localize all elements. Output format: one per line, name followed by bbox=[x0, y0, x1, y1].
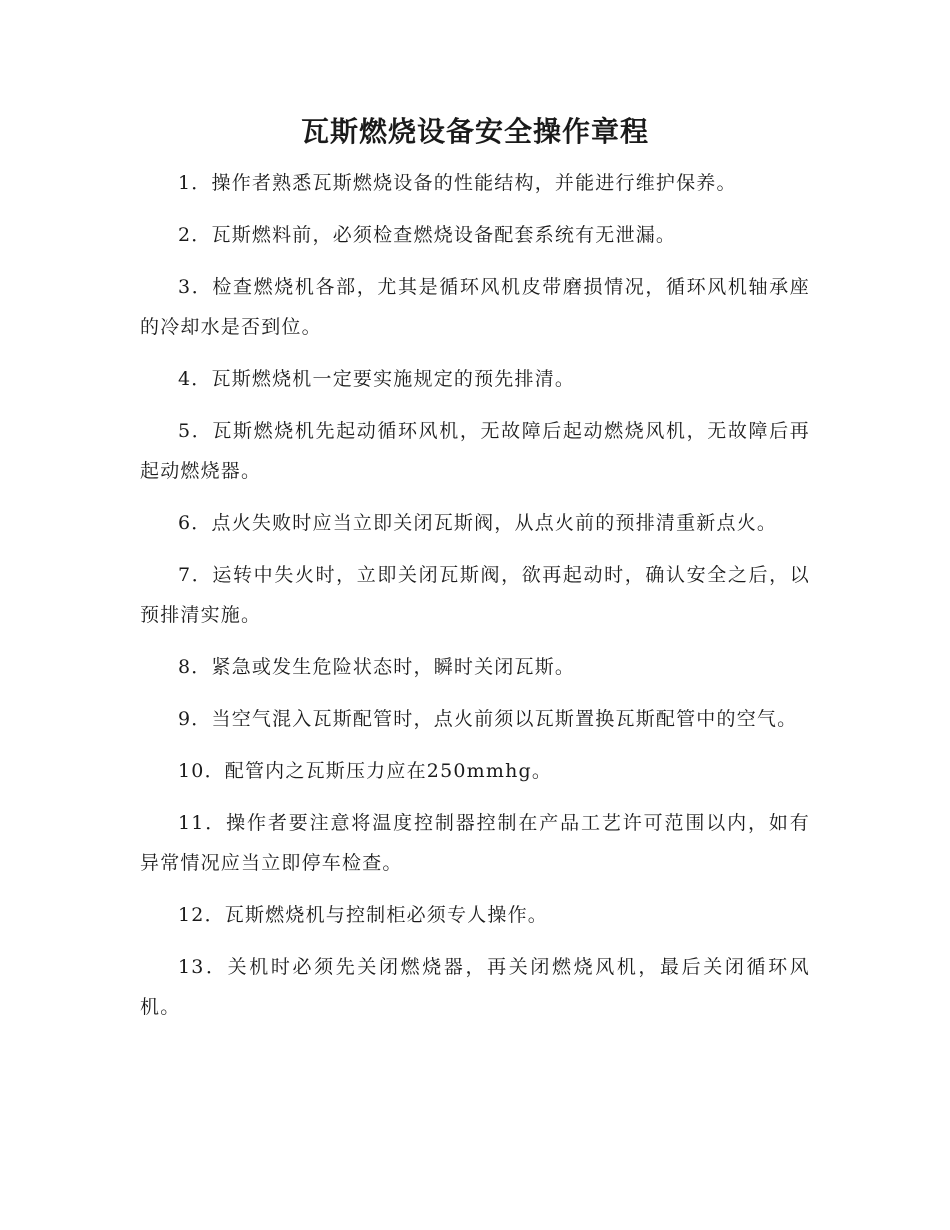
paragraph: 11．操作者要注意将温度控制器控制在产品工艺许可范围以内，如有异常情况应当立即停车检查。 bbox=[140, 812, 810, 874]
document-title: 瓦斯燃烧设备安全操作章程 bbox=[300, 115, 649, 148]
paragraph: 6．点火失败时应当立即关闭瓦斯阀，从点火前的预排清重新点火。 bbox=[178, 512, 778, 534]
paragraph: 10．配管内之瓦斯压力应在250mmhg。 bbox=[178, 760, 553, 782]
document-body bbox=[140, 163, 810, 1027]
paragraph: 4．瓦斯燃烧机一定要实施规定的预先排清。 bbox=[178, 368, 576, 390]
paragraph: 12．瓦斯燃烧机与控制柜必须专人操作。 bbox=[178, 904, 548, 926]
paragraph: 13．关机时必须先关闭燃烧器，再关闭燃烧风机，最后关闭循环风机。 bbox=[140, 956, 810, 1018]
paragraph: 3．检查燃烧机各部，尤其是循环风机皮带磨损情况，循环风机轴承座的冷却水是否到位。 bbox=[140, 276, 810, 338]
paragraph: 9．当空气混入瓦斯配管时，点火前须以瓦斯置换瓦斯配管中的空气。 bbox=[178, 708, 798, 730]
paragraph: 1．操作者熟悉瓦斯燃烧设备的性能结构，并能进行维护保养。 bbox=[178, 172, 737, 194]
paragraph: 2．瓦斯燃料前，必须检查燃烧设备配套系统有无泄漏。 bbox=[178, 224, 677, 246]
paragraph: 7．运转中失火时，立即关闭瓦斯阀，欲再起动时，确认安全之后，以预排清实施。 bbox=[140, 564, 810, 626]
paragraph: 8．紧急或发生危险状态时，瞬时关闭瓦斯。 bbox=[178, 656, 576, 678]
paragraph: 5．瓦斯燃烧机先起动循环风机，无故障后起动燃烧风机，无故障后再起动燃烧器。 bbox=[140, 420, 810, 482]
